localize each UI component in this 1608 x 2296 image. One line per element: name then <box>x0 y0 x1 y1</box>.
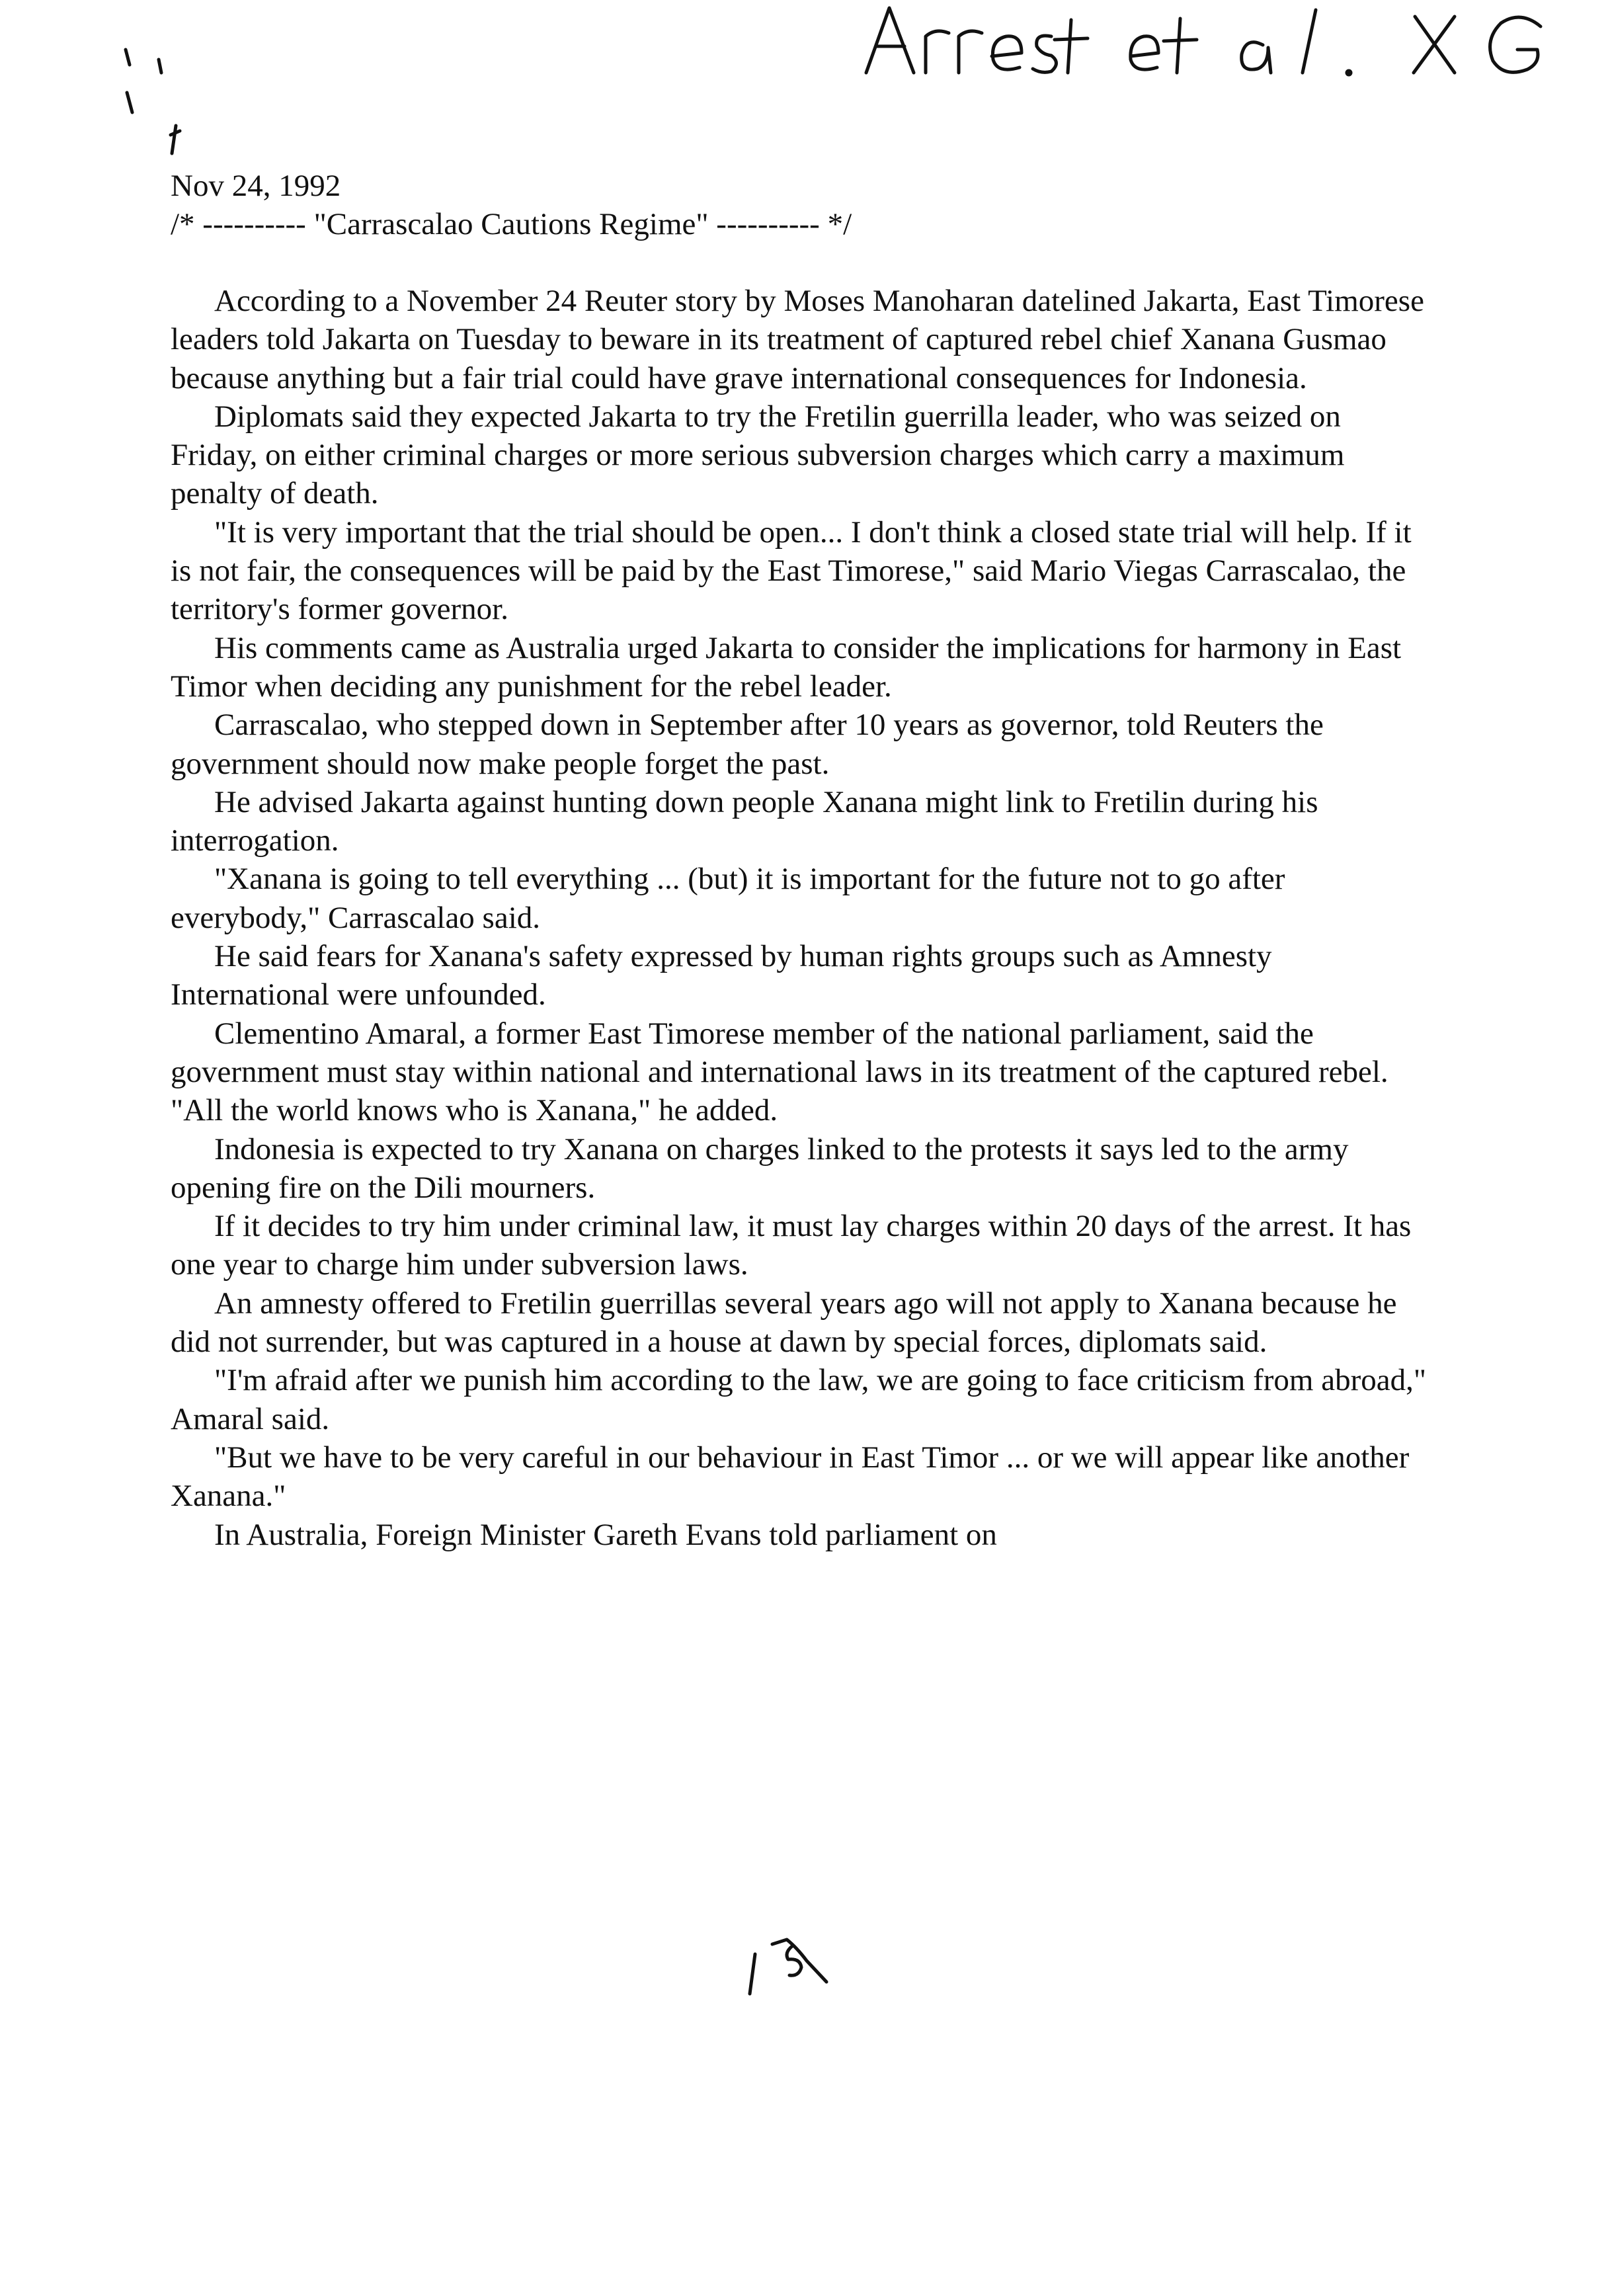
article <box>171 167 1427 1554</box>
paragraph: His comments came as Australia urged Jakarta to consider the implications for harmony in East Timor when deciding any punishment for the rebel leader. <box>171 630 1402 704</box>
paragraph: "But we have to be very careful in our behaviour in East Timor ... or we will appear like another Xanana." <box>171 1440 1410 1514</box>
article-headline: /* ---------- "Carrascalao Cautions Regime" ---------- */ <box>171 207 852 241</box>
margin-marks <box>119 13 225 165</box>
paragraph: If it decides to try him under criminal law, it must lay charges within 20 days of the arrest. It has one year to charge him under subversion laws. <box>171 1209 1412 1282</box>
paragraph: "I'm afraid after we punish him according to the law, we are going to face criticism from abroad," Amaral said. <box>171 1363 1427 1436</box>
article-body <box>171 282 1427 1554</box>
paragraph: He advised Jakarta against hunting down people Xanana might link to Fretilin during his interrogation. <box>171 784 1318 858</box>
paragraph: In Australia, Foreign Minister Gareth Evans told parliament on <box>214 1517 997 1552</box>
paragraph: "Xanana is going to tell everything ... (but) it is important for the future not to go after everybody," Carrascalao said. <box>171 862 1285 935</box>
paragraph: An amnesty offered to Fretilin guerrillas several years ago will not apply to Xanana because he did not surrender, but was captured in a house at dawn by special forces, diplomats said. <box>171 1286 1397 1360</box>
paragraph: Carrascalao, who stepped down in September after 10 years as governor, told Reuters the government should now make people forget the past. <box>171 708 1324 781</box>
page-number-mark <box>741 1921 846 2000</box>
paragraph: According to a November 24 Reuter story by Moses Manoharan datelined Jakarta, East Timorese leaders told Jakarta on Tuesday to beware in its treatment of captured rebel chief Xanana Gusmao because anything but a fair trial could have grave international consequences for Indonesia. <box>171 284 1424 395</box>
paragraph: "It is very important that the trial should be open... I don't think a closed state trial will help. If it is not fair, the consequences will be paid by the East Timorese," said Mario Viegas Carrascalao, the territory's former governor. <box>171 514 1412 627</box>
paragraph: Diplomats said they expected Jakarta to try the Fretilin guerrilla leader, who was seized on Friday, on either criminal charges or more serious subversion charges which carry a maximum penalty of death. <box>171 399 1345 511</box>
article-date: Nov 24, 1992 <box>171 169 341 203</box>
paragraph: Indonesia is expected to try Xanana on charges linked to the protests it says led to the army opening fire on the Dili mourners. <box>171 1131 1349 1205</box>
paragraph: Clementino Amaral, a former East Timorese member of the national parliament, said the government must stay within national and international laws in its treatment of the captured rebel. "All the world knows who is Xanana," he added. <box>171 1016 1388 1128</box>
handwritten-annotation <box>853 0 1593 86</box>
paragraph: He said fears for Xanana's safety expressed by human rights groups such as Amnesty International were unfounded. <box>171 939 1272 1012</box>
